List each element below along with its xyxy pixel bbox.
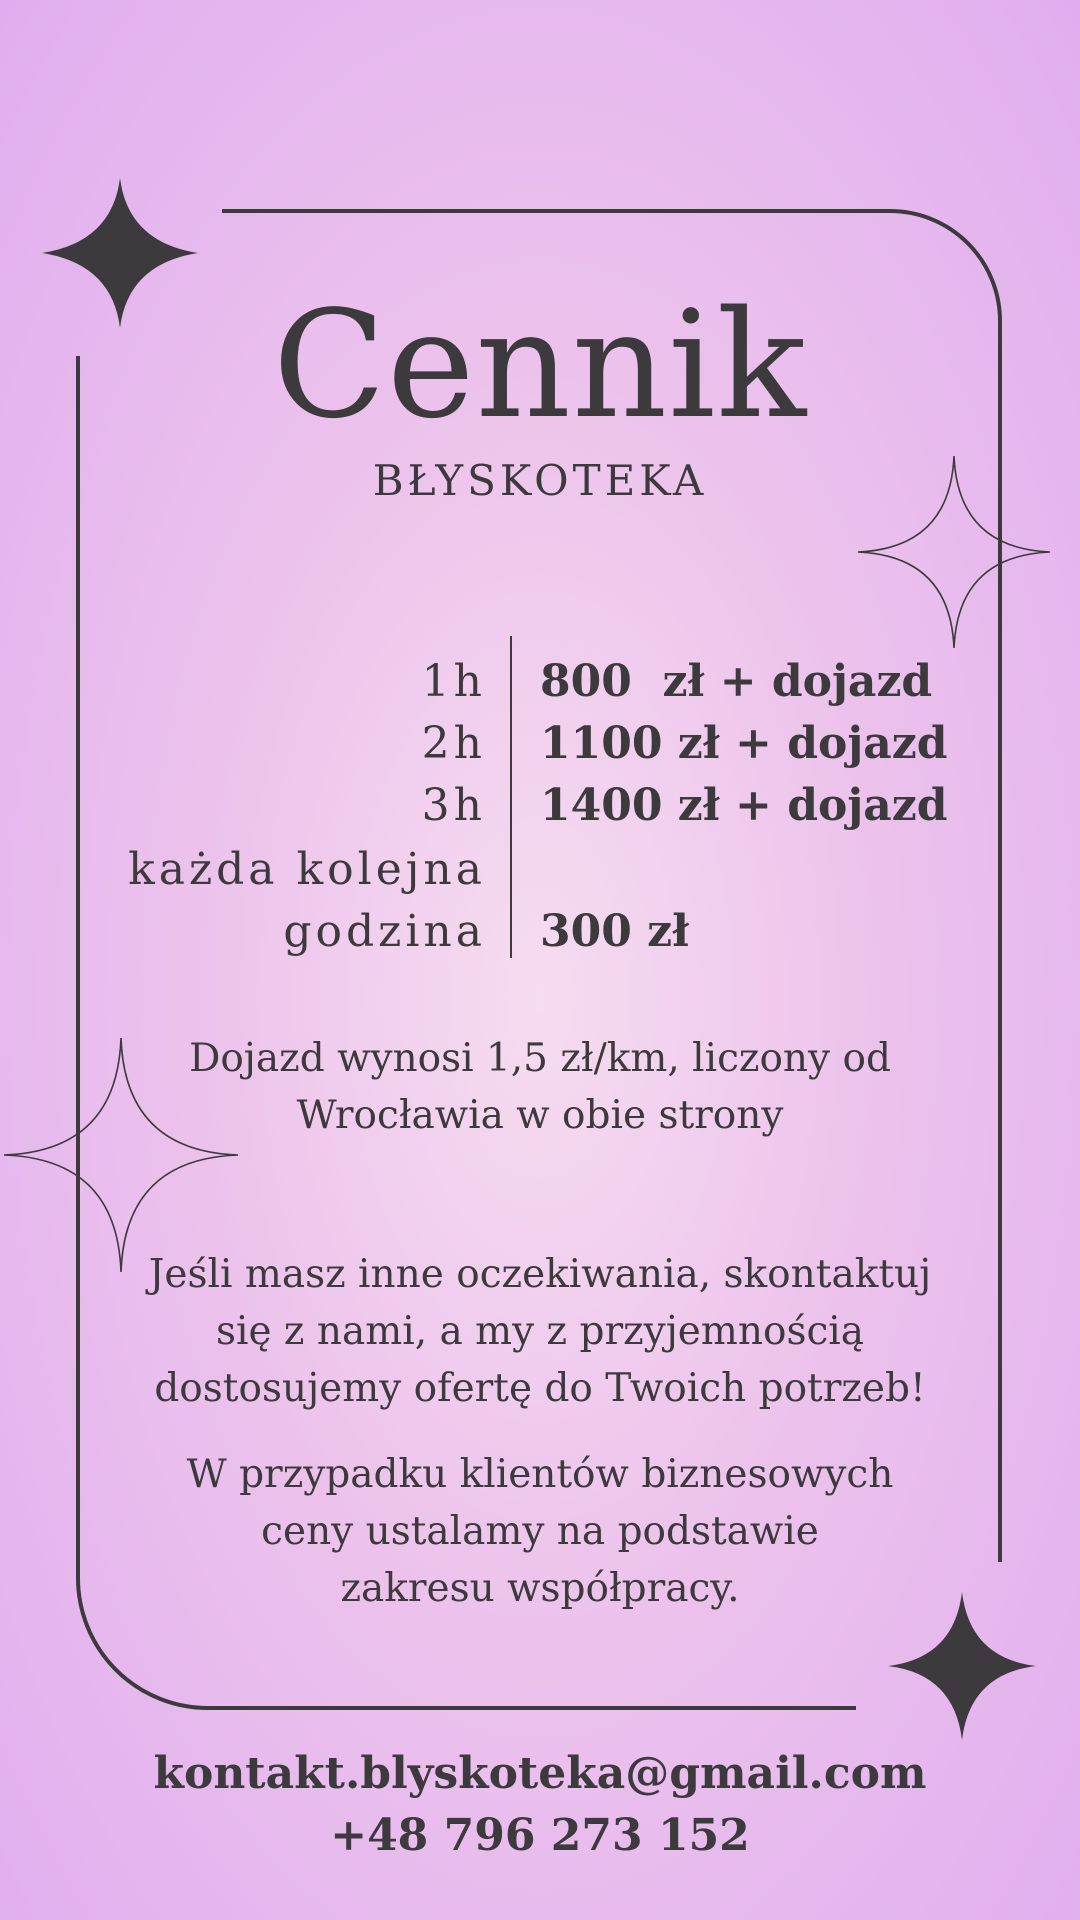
travel-note-line: Dojazd wynosi 1,5 zł/km, liczony od <box>189 1036 891 1081</box>
custom-offer-line: Jeśli masz inne oczekiwania, skontaktuj <box>148 1252 932 1297</box>
custom-offer-note <box>140 1246 940 1417</box>
business-note-line: W przypadku klientów biznesowych <box>186 1452 894 1497</box>
business-note-line: zakresu współpracy. <box>340 1566 740 1611</box>
contact-phone[interactable]: +48 796 273 152 <box>330 1810 750 1861</box>
price-row-extra-hour-line1 <box>0 840 1080 900</box>
price-value: 1100 zł + dojazd <box>540 718 948 769</box>
price-row-2h <box>0 714 1080 774</box>
business-note <box>140 1446 940 1617</box>
contact-email[interactable]: kontakt.blyskoteka@gmail.com <box>153 1748 927 1799</box>
price-value: 800 zł + dojazd <box>540 656 933 707</box>
price-value: 1400 zł + dojazd <box>540 780 948 831</box>
custom-offer-line: się z nami, a my z przyjemnością <box>215 1309 865 1354</box>
price-row-3h <box>0 776 1080 836</box>
price-label: każda kolejna <box>128 844 486 895</box>
price-row-1h <box>0 652 1080 712</box>
page-title: Cennik <box>272 279 808 451</box>
price-value: 300 zł <box>540 906 690 957</box>
travel-note-line: Wrocławia w obie strony <box>296 1093 784 1138</box>
price-label: 1h <box>421 656 486 707</box>
price-label: 3h <box>421 780 486 831</box>
business-note-line: ceny ustalamy na podstawie <box>261 1509 819 1554</box>
price-label: 2h <box>421 718 486 769</box>
price-row-extra-hour-line2 <box>0 902 1080 962</box>
custom-offer-line: dostosujemy ofertę do Twoich potrzeb! <box>154 1366 926 1411</box>
price-label: godzina <box>283 906 486 957</box>
brand-subtitle: BŁYSKOTEKA <box>372 456 708 505</box>
travel-note <box>140 1030 940 1144</box>
